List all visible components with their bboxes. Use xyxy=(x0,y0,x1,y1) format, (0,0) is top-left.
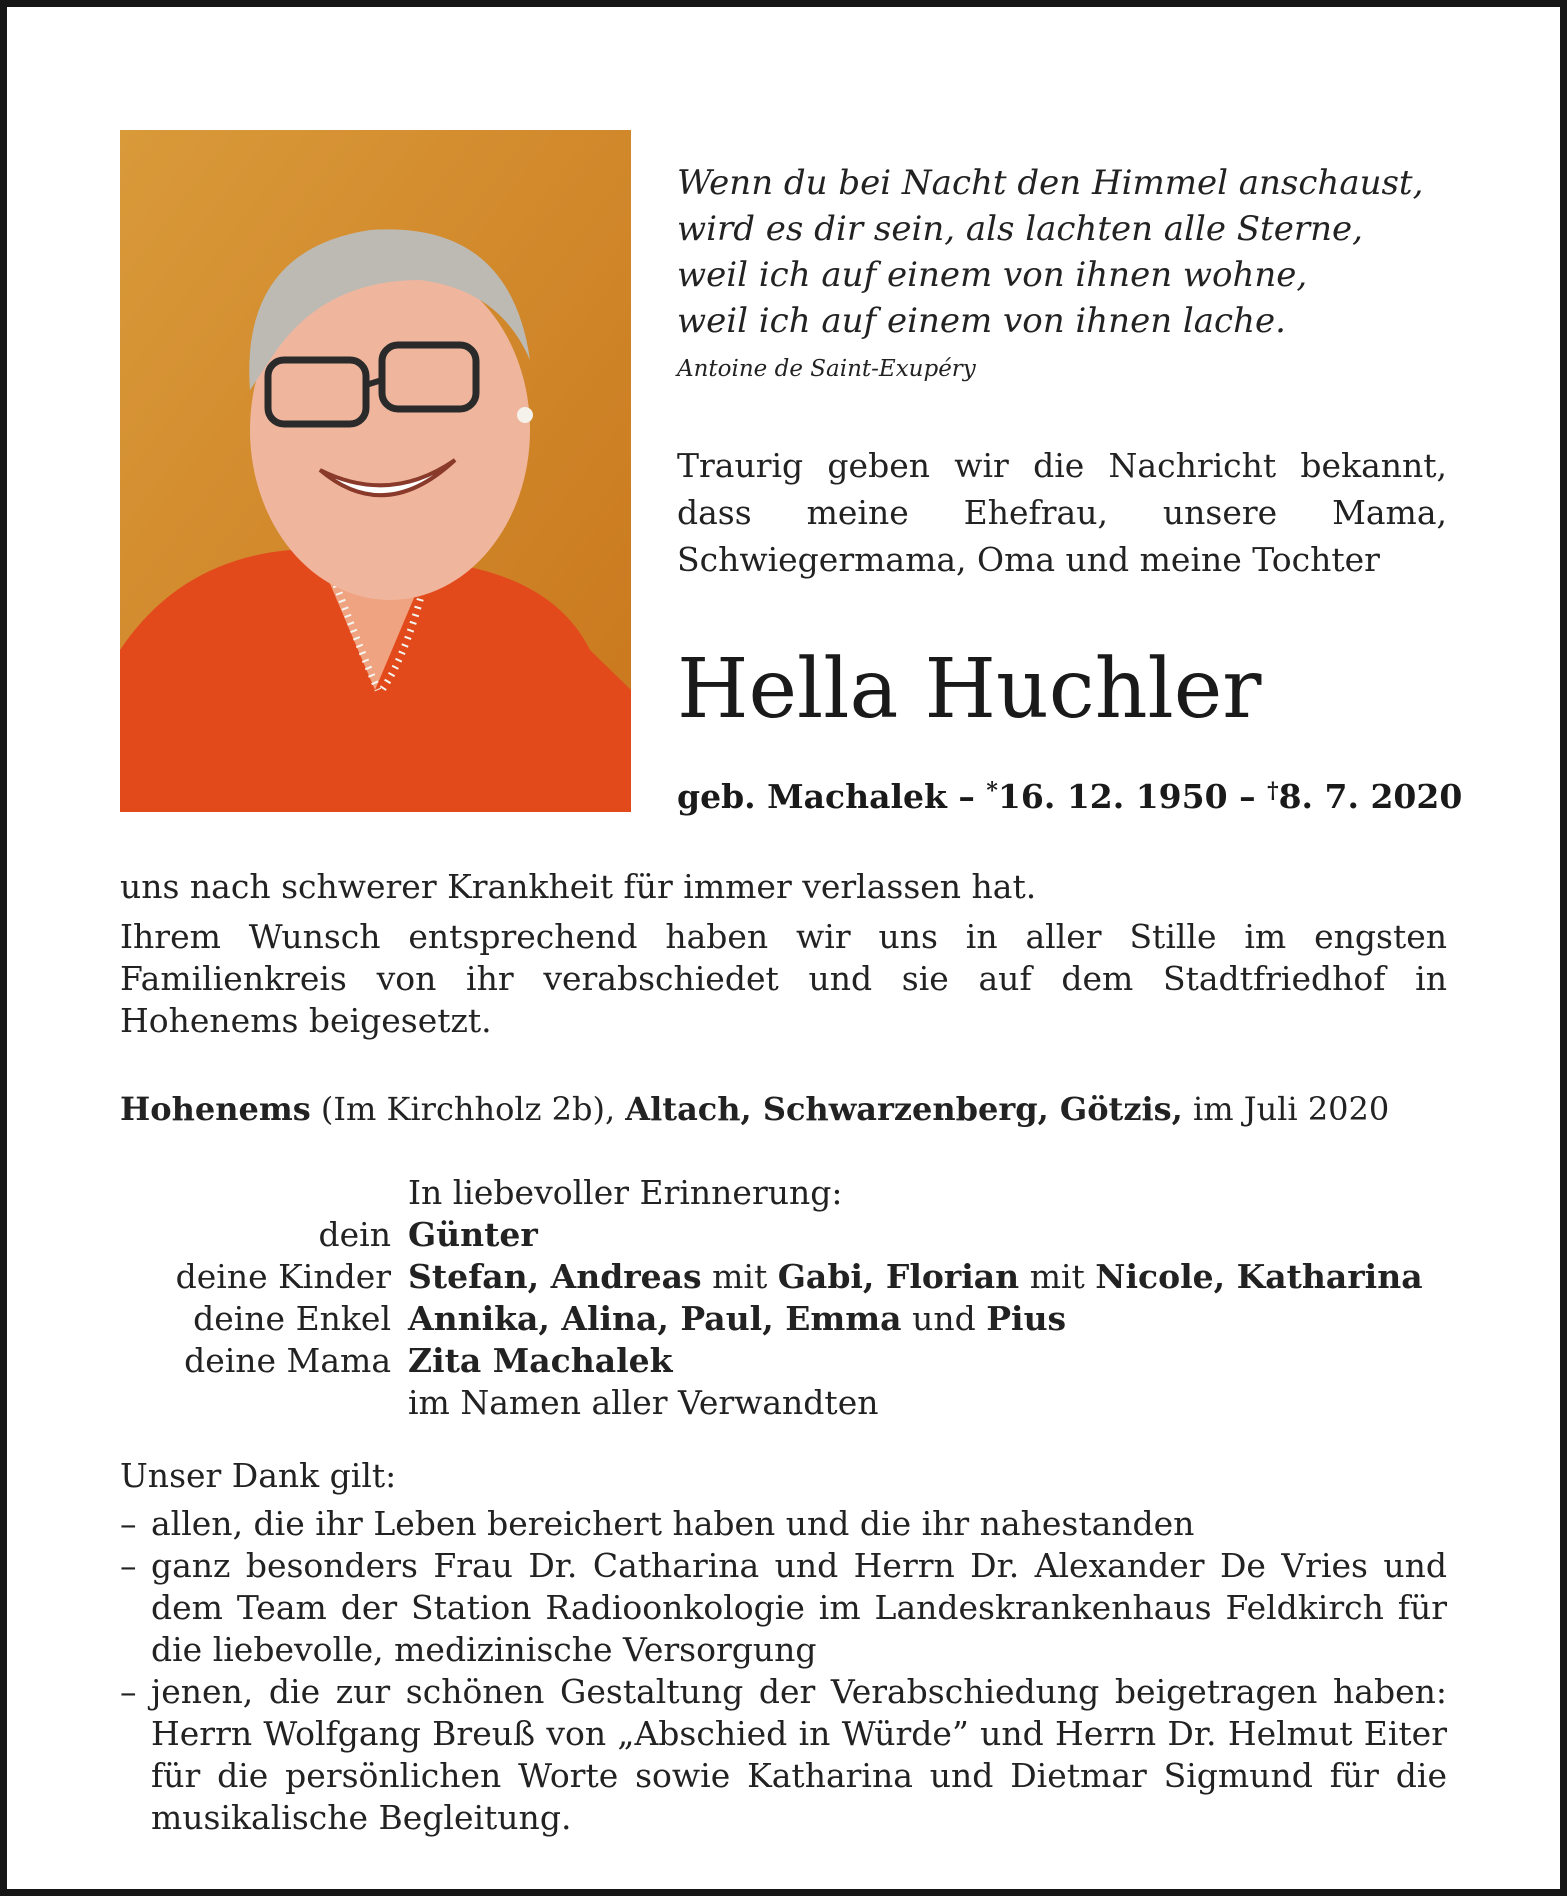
thanks-text: jenen, die zur schönen Gestaltung der Verabschiedung beigetragen haben: Herrn Wolfgang Breuß von „Abschied in Würde” und Herrn Dr. Helmut Eiter für die persönlichen Worte sowie Katharina und Dietmar Sigmund für die musikalische Begleitung. xyxy=(151,1672,1447,1837)
separator: – xyxy=(1239,777,1256,816)
family-list xyxy=(120,1172,1460,1424)
thanks-section xyxy=(120,1455,1447,1839)
family-footer: im Namen aller Verwandten xyxy=(408,1383,879,1422)
children-names: Gabi, Florian xyxy=(777,1257,1020,1296)
quote-line: Wenn du bei Nacht den Himmel anschaust, xyxy=(677,163,1424,203)
relation-label: deine Mama xyxy=(184,1341,391,1380)
birth-date: 16. 12. 1950 xyxy=(997,777,1228,816)
address: (Im Kirchholz 2b), xyxy=(320,1090,616,1128)
dash-bullet: – xyxy=(120,1672,137,1711)
list-item xyxy=(120,1545,1447,1671)
family-heading: In liebevoller Erinnerung: xyxy=(408,1173,843,1212)
death-date: 8. 7. 2020 xyxy=(1278,777,1463,816)
portrait-photo xyxy=(120,130,631,812)
quote-line: weil ich auf einem von ihnen lache. xyxy=(677,301,1286,341)
quote-line: wird es dir sein, als lachten alle Sterne, xyxy=(677,209,1363,249)
thanks-text: allen, die ihr Leben bereichert haben und die ihr nahestanden xyxy=(151,1504,1195,1543)
children-names: Nicole, Katharina xyxy=(1095,1257,1423,1296)
death-symbol: † xyxy=(1267,778,1279,804)
conjunction: mit xyxy=(1029,1257,1085,1296)
family-row xyxy=(120,1298,1460,1340)
children-names: Stefan, Andreas xyxy=(408,1257,702,1296)
announcement-intro: Traurig geben wir die Nachricht bekannt, dass meine Ehefrau, unsere Mama, Schwiegermama, Oma und meine Tochter xyxy=(677,446,1447,579)
body-paragraph: uns nach schwerer Krankheit für immer verlassen hat. xyxy=(120,867,1037,906)
quote-line: weil ich auf einem von ihnen wohne, xyxy=(677,255,1308,295)
places-line xyxy=(120,1088,1447,1130)
other-places: Altach, Schwarzenberg, Götzis, xyxy=(625,1090,1183,1128)
thanks-heading: Unser Dank gilt: xyxy=(120,1456,397,1495)
family-row xyxy=(120,1256,1460,1298)
maiden-name: geb. Machalek xyxy=(677,777,947,816)
birth-symbol: * xyxy=(986,778,998,804)
conjunction: mit xyxy=(712,1257,768,1296)
date-line: im Juli 2020 xyxy=(1192,1090,1390,1128)
mother-name: Zita Machalek xyxy=(408,1341,673,1380)
dash-bullet: – xyxy=(120,1504,137,1543)
dash-bullet: – xyxy=(120,1546,137,1585)
list-item xyxy=(120,1671,1447,1839)
grandchildren-names: Annika, Alina, Paul, Emma xyxy=(408,1299,902,1338)
place-hohenems: Hohenems xyxy=(120,1090,311,1128)
separator: – xyxy=(958,777,975,816)
thanks-text: ganz besonders Frau Dr. Catharina und Herrn Dr. Alexander De Vries und dem Team der Station Radioonkologie im Landeskrankenhaus Feldkirch für die liebevolle, medizinische Versorgung xyxy=(151,1546,1447,1669)
grandchildren-names: Pius xyxy=(986,1299,1067,1338)
conjunction: und xyxy=(912,1299,976,1338)
husband-name: Günter xyxy=(408,1215,538,1254)
family-row xyxy=(120,1214,1460,1256)
life-dates xyxy=(677,768,1463,820)
relation-label: dein xyxy=(318,1215,391,1254)
list-item xyxy=(120,1503,1447,1545)
relation-label: deine Enkel xyxy=(193,1299,391,1338)
family-row xyxy=(120,1382,1460,1424)
family-row xyxy=(120,1340,1460,1382)
deceased-name: Hella Huchler xyxy=(677,642,1262,737)
epitaph-quote xyxy=(677,160,1457,386)
family-row xyxy=(120,1172,1460,1214)
quote-author: Antoine de Saint-Exupéry xyxy=(677,356,976,382)
body-paragraph: Ihrem Wunsch entsprechend haben wir uns in aller Stille im engsten Familienkreis von ihr verabschiedet und sie auf dem Stadtfriedhof in Hohenems beigesetzt. xyxy=(120,917,1447,1040)
relation-label: deine Kinder xyxy=(175,1257,391,1296)
